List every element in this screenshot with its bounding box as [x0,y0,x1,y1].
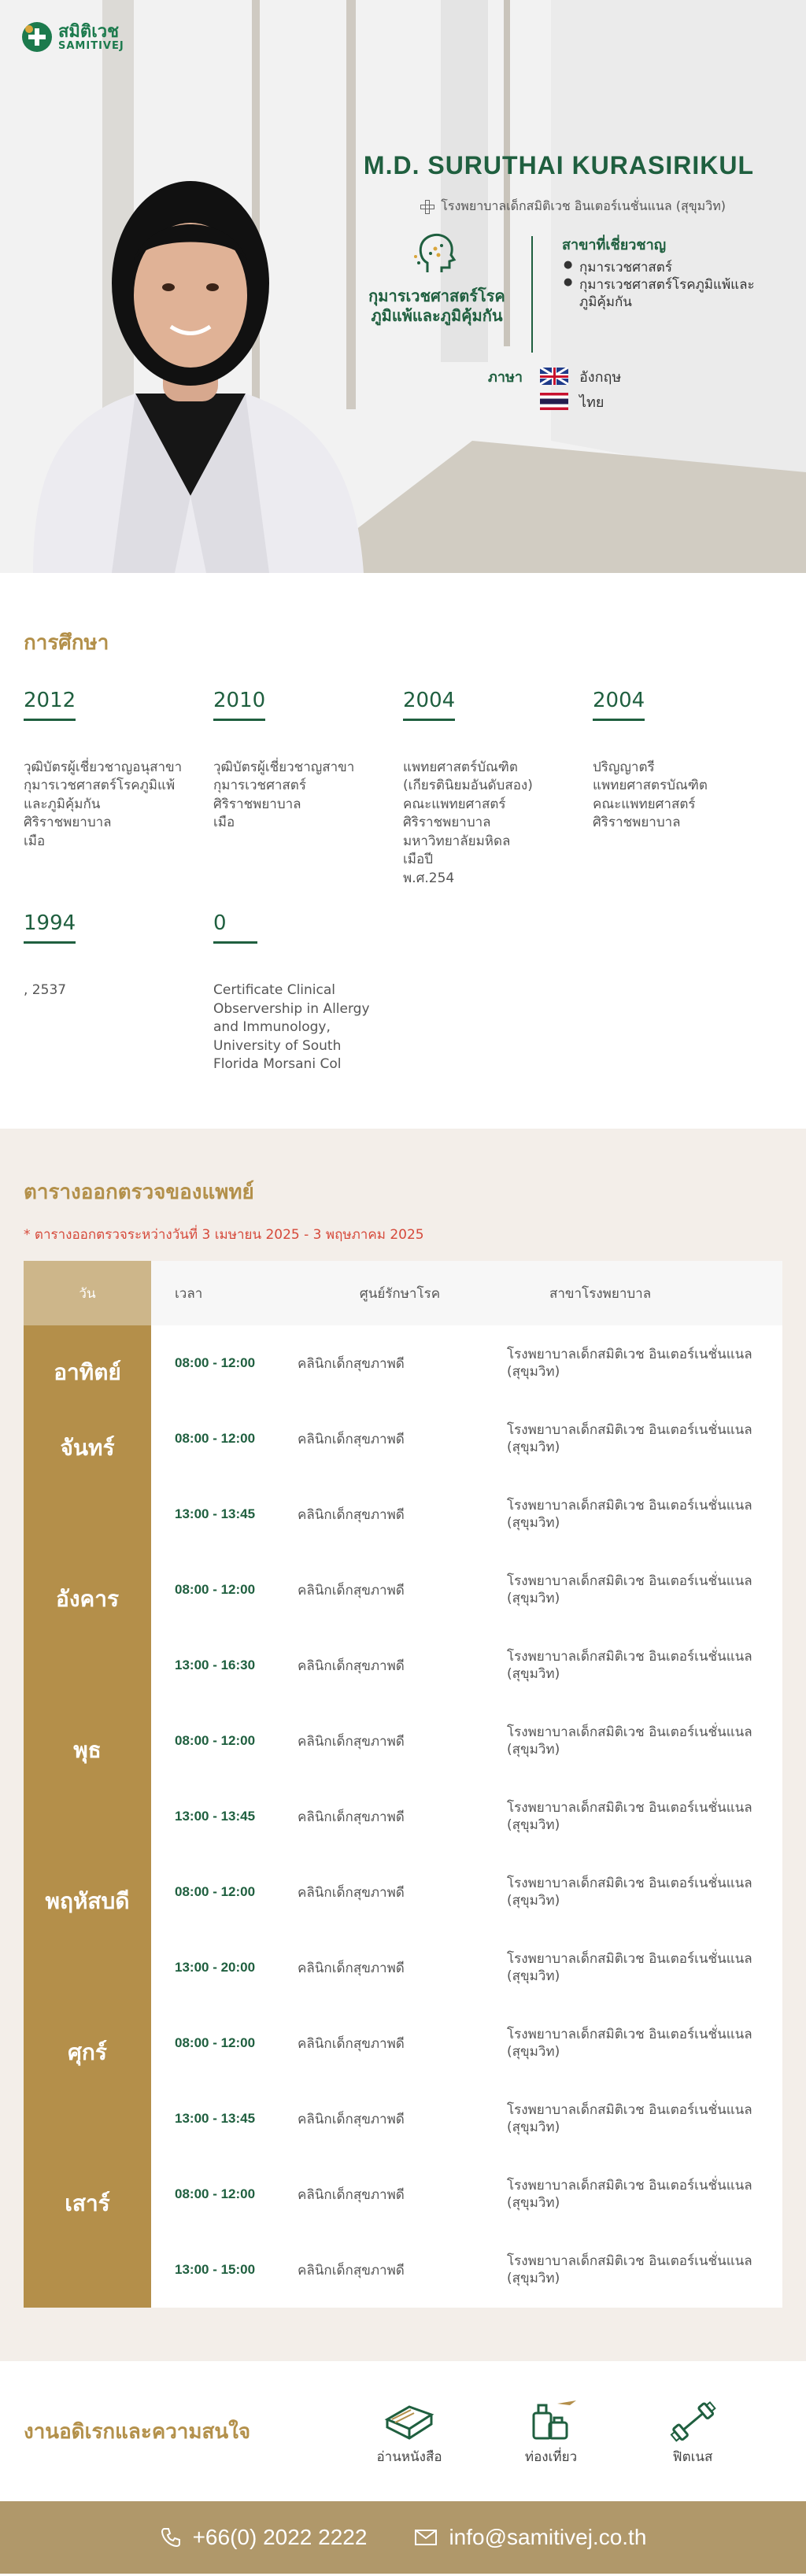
schedule-section [0,1129,806,2361]
slot-time: 08:00 - 12:00 [175,1884,256,1900]
slot-time: 08:00 - 12:00 [175,2035,256,2051]
thai-flag-icon [540,393,568,410]
day-label: อาทิตย์ [24,1325,151,1401]
slot-center: คลินิกเด็กสุขภาพดี [298,1582,405,1598]
education-year: 2004 [403,689,455,721]
slot-branch: โรงพยาบาลเด็กสมิติเวช อินเตอร์เนชั่นแนล (สุขุมวิท) [507,1724,752,1758]
slot-center: คลินิกเด็กสุขภาพดี [298,2111,405,2127]
logo-text-en: SAMITIVEJ [58,39,124,52]
slot-center: คลินิกเด็กสุขภาพดี [298,1506,405,1523]
doctor-hero [0,0,806,573]
header-day: วัน [24,1261,151,1325]
day-label: ศุกร์ [24,2005,151,2157]
slot-time: 13:00 - 20:00 [175,1960,256,1975]
specialty-block [362,228,512,326]
education-year: 2004 [593,689,645,721]
slot-time: 08:00 - 12:00 [175,1431,256,1447]
footer-email-text[interactable]: info@samitivej.co.th [449,2525,647,2550]
slot-time: 13:00 - 13:45 [175,1506,256,1522]
uk-flag-icon [540,368,568,385]
slot-branch: โรงพยาบาลเด็กสมิติเวช อินเตอร์เนชั่นแนล (สุขุมวิท) [507,1799,752,1834]
education-item [403,689,593,888]
schedule-row [151,1325,782,1401]
education-year: 2010 [213,689,265,721]
hobby-reading [338,2396,480,2467]
languages-label: ภาษา [488,368,523,386]
slot-center: คลินิกเด็กสุขภาพดี [298,2262,405,2278]
expertise-list [562,259,767,311]
schedule-row [151,2005,782,2081]
schedule-header-row [24,1261,782,1325]
slot-center: คลินิกเด็กสุขภาพดี [298,1733,405,1750]
slot-center: คลินิกเด็กสุขภาพดี [298,1431,405,1447]
schedule-table [24,1261,782,2308]
mail-icon [414,2528,438,2547]
hobby-fitness [622,2396,763,2467]
header-center: ศูนย์รักษาโรค [359,1285,441,1302]
logo-text-th: สมิติเวช [58,21,120,42]
education-year: 0 [213,911,257,944]
hobby-label: อ่านหนังสือ [376,2448,442,2465]
slot-time: 08:00 - 12:00 [175,2186,256,2202]
specialty-head-icon [412,228,462,279]
slot-branch: โรงพยาบาลเด็กสมิติเวช อินเตอร์เนชั่นแนล (สุขุมวิท) [507,2026,752,2060]
education-item [24,911,213,1074]
specialty-title: กุมารเวชศาสตร์โรคภูมิแพ้และภูมิคุ้มกัน [368,286,505,325]
hobbies-list [338,2396,763,2467]
language-english: อังกฤษ [579,368,622,386]
slot-branch: โรงพยาบาลเด็กสมิติเวช อินเตอร์เนชั่นแนล (สุขุมวิท) [507,2101,752,2136]
logo-cross-icon [22,22,52,52]
slot-time: 13:00 - 16:30 [175,1658,256,1673]
expertise-item: ● กุมารเวชศาสตร์ [562,259,767,276]
schedule-row [151,1552,782,1628]
footer-phone-text[interactable]: +66(0) 2022 2222 [192,2525,368,2550]
schedule-title: ตารางออกตรวจของแพทย์ [24,1181,254,1205]
dumbbell-icon [664,2396,721,2445]
slot-time: 13:00 - 13:45 [175,2111,256,2127]
day-group [24,1552,782,1703]
hospital-line [420,197,726,216]
education-desc: , 2537 [24,982,67,999]
day-label: พุธ [24,1703,151,1854]
schedule-row [151,1476,782,1552]
book-icon [381,2396,438,2445]
slot-branch: โรงพยาบาลเด็กสมิติเวช อินเตอร์เนชั่นแนล (สุขุมวิท) [507,1573,752,1607]
slot-time: 08:00 - 12:00 [175,1355,256,1371]
day-label: พฤหัสบดี [24,1854,151,2005]
schedule-row [151,1628,782,1703]
doctor-name: M.D. SURUTHAI KURASIRIKUL [363,151,754,179]
expertise-block [562,233,767,311]
hospital-name: โรงพยาบาลเด็กสมิติเวช อินเตอร์เนชั่นแนล (สุขุมวิท) [441,198,726,213]
education-title: การศึกษา [24,631,109,655]
slot-time: 08:00 - 12:00 [175,1582,256,1598]
slot-branch: โรงพยาบาลเด็กสมิติเวช อินเตอร์เนชั่นแนล (สุขุมวิท) [507,1421,752,1456]
education-year: 2012 [24,689,76,721]
slot-branch: โรงพยาบาลเด็กสมิติเวช อินเตอร์เนชั่นแนล (สุขุมวิท) [507,1875,752,1909]
hobby-travel [480,2396,622,2467]
hobbies-title: งานอดิเรกและความสนใจ [24,2419,251,2444]
footer-phone[interactable] [160,2525,368,2550]
schedule-row [151,2081,782,2157]
schedule-row [151,2157,782,2232]
expertise-title: สาขาที่เชี่ยวชาญ [562,237,667,253]
hobbies-section [0,2361,806,2501]
slot-center: คลินิกเด็กสุขภาพดี [298,1355,405,1372]
schedule-row [151,1779,782,1854]
slot-branch: โรงพยาบาลเด็กสมิติเวช อินเตอร์เนชั่นแนล (สุขุมวิท) [507,1497,752,1532]
education-desc: วุฒิบัตรผู้เชี่ยวชาญอนุสาขา กุมารเวชศาสตร์โรคภูมิแพ้ และภูมิคุ้มกัน ศิริราชพยาบาล เมือ [24,759,183,849]
hobby-label: ฟิตเนส [672,2448,713,2465]
slot-branch: โรงพยาบาลเด็กสมิติเวช อินเตอร์เนชั่นแนล (สุขุมวิท) [507,1950,752,1985]
schedule-row [151,1854,782,1930]
slot-center: คลินิกเด็กสุขภาพดี [298,1658,405,1674]
schedule-row [151,1401,782,1476]
schedule-row [151,2232,782,2308]
slot-center: คลินิกเด็กสุขภาพดี [298,1960,405,1976]
education-year: 1994 [24,911,76,944]
slot-time: 13:00 - 13:45 [175,1809,256,1824]
slot-center: คลินิกเด็กสุขภาพดี [298,2186,405,2203]
slot-time: 13:00 - 15:00 [175,2262,256,2278]
slot-branch: โรงพยาบาลเด็กสมิติเวช อินเตอร์เนชั่นแนล (สุขุมวิท) [507,2253,752,2287]
education-desc: ปริญญาตรี แพทยศาสตรบัณฑิต คณะแพทยศาสตร์ ศิริราชพยาบาล [593,759,708,831]
education-desc: Certificate Clinical Observership in Allergy and Immunology, University of South Florida Morsani Col [213,982,370,1072]
education-desc: แพทยศาสตร์บัณฑิต (เกียรตินิยมอันดับสอง) คณะแพทยศาสตร์ ศิริราชพยาบาล มหาวิทยาลัยมหิดล เมือปี พ.ศ.254 [403,759,533,886]
day-label: จันทร์ [24,1401,151,1552]
hobby-label: ท่องเที่ยว [524,2448,578,2465]
day-group [24,1703,782,1854]
slot-time: 08:00 - 12:00 [175,1733,256,1749]
schedule-row [151,1930,782,2005]
day-group [24,1401,782,1552]
language-thai: ไทย [579,394,604,411]
travel-icon [523,2396,579,2445]
day-label: อังคาร [24,1552,151,1703]
phone-icon [160,2526,182,2548]
slot-branch: โรงพยาบาลเด็กสมิติเวช อินเตอร์เนชั่นแนล (สุขุมวิท) [507,1648,752,1683]
hero-divider [531,236,533,353]
expertise-item: ● กุมารเวชศาสตร์โรคภูมิแพ้และภูมิคุ้มกัน [562,276,767,311]
day-group [24,1325,782,1401]
schedule-row [151,1703,782,1779]
hospital-cross-icon [420,200,434,214]
day-group [24,1854,782,2005]
footer-email[interactable] [414,2525,646,2550]
slot-branch: โรงพยาบาลเด็กสมิติเวช อินเตอร์เนชั่นแนล (สุขุมวิท) [507,2177,752,2212]
header-time: เวลา [175,1285,203,1302]
contact-footer [0,2501,806,2574]
education-desc: วุฒิบัตรผู้เชี่ยวชาญสาขา กุมารเวชศาสตร์ ศิริราชพยาบาล เมือ [213,759,355,831]
education-item [24,689,213,888]
schedule-body [24,1325,782,2308]
slot-center: คลินิกเด็กสุขภาพดี [298,1884,405,1901]
day-group [24,2005,782,2157]
schedule-note: * ตารางออกตรวจระหว่างวันที่ 3 เมษายน 2025 - 3 พฤษภาคม 2025 [24,1227,424,1244]
samitivej-logo[interactable] [22,22,124,52]
slot-center: คลินิกเด็กสุขภาพดี [298,1809,405,1825]
languages-block [488,364,621,414]
education-grid [24,689,782,1097]
day-group [24,2157,782,2308]
education-item [593,689,782,888]
education-section [0,573,806,1129]
header-branch: สาขาโรงพยาบาล [549,1285,652,1302]
education-item [213,911,403,1074]
education-item [213,689,403,888]
slot-branch: โรงพยาบาลเด็กสมิติเวช อินเตอร์เนชั่นแนล (สุขุมวิท) [507,1346,752,1380]
day-label: เสาร์ [24,2157,151,2308]
slot-center: คลินิกเด็กสุขภาพดี [298,2035,405,2052]
doctor-photo [17,126,364,573]
